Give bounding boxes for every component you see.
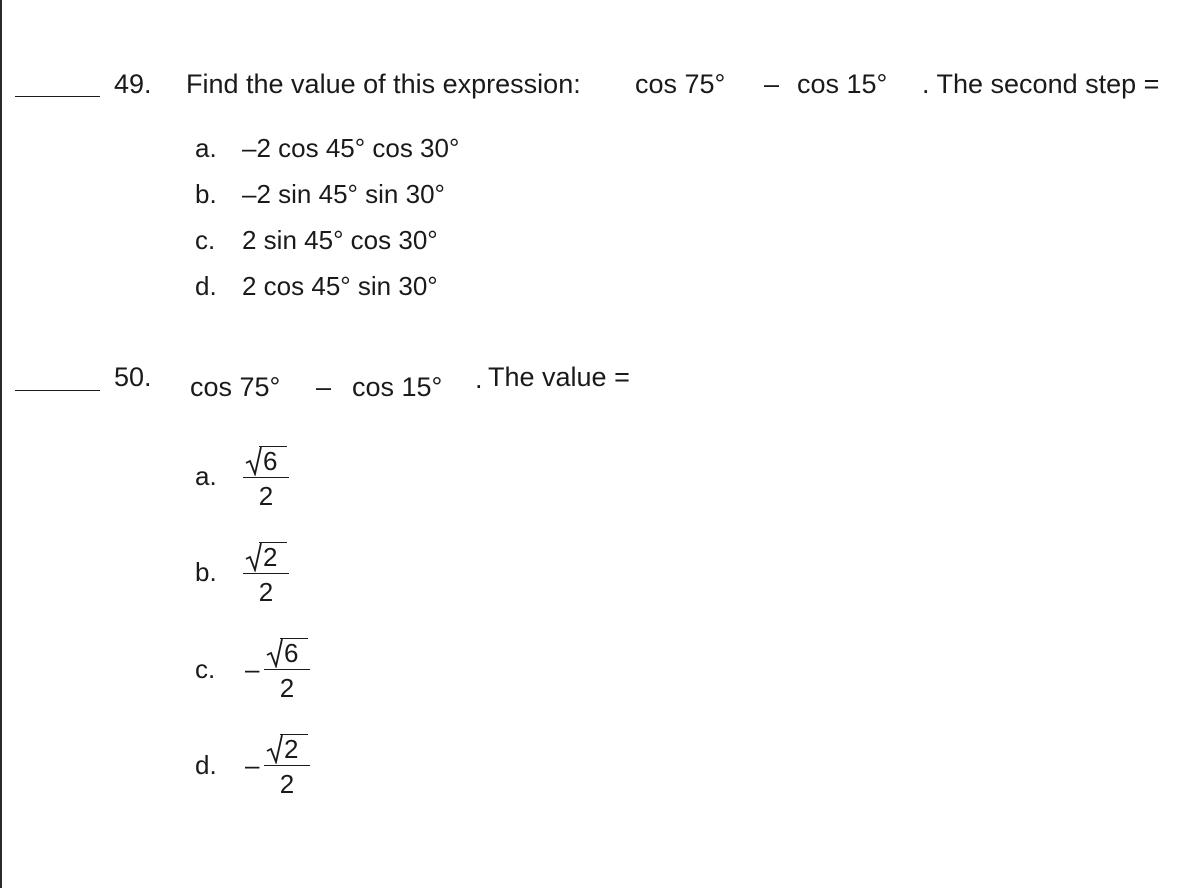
square-root-icon: [266, 734, 284, 764]
option-letter-50-d: d.: [195, 750, 217, 780]
fraction-50-c: [264, 636, 310, 706]
option-letter-50-b: b.: [195, 557, 217, 587]
question-number-49: 49.: [114, 69, 152, 99]
question-prompt-49: Find the value of this expression:: [186, 69, 581, 99]
option-text-49-c: 2 sin 45° cos 30°: [242, 225, 438, 255]
fraction-numerator: [264, 636, 310, 668]
option-text-49-d: 2 cos 45° sin 30°: [242, 271, 438, 301]
fraction-bar: [264, 765, 310, 766]
option-text-49-b: –2 sin 45° sin 30°: [242, 179, 445, 209]
fraction-numerator: [264, 732, 310, 764]
question-tail-50: The value =: [488, 362, 630, 392]
fraction-bar: [264, 669, 310, 670]
question-number-50: 50.: [114, 362, 152, 392]
fraction-denominator: 2: [258, 577, 274, 607]
question-tail-49: . The second step =: [922, 69, 1160, 99]
expression-right-50: cos 15°: [352, 372, 443, 402]
radicand: 2: [263, 542, 278, 572]
expression-right-49: cos 15°: [797, 69, 888, 99]
negative-sign-50-c: –: [245, 654, 260, 684]
option-letter-49-c: c.: [195, 225, 216, 255]
square-root-icon: [245, 542, 263, 572]
answer-blank-50[interactable]: [15, 390, 100, 391]
fraction-bar: [243, 477, 289, 478]
fraction-50-d: [264, 732, 310, 802]
negative-sign-50-d: –: [245, 750, 260, 780]
option-text-49-a: –2 cos 45° cos 30°: [242, 133, 460, 163]
radicand: 6: [263, 446, 278, 476]
square-root-icon: [266, 638, 284, 668]
expression-left-49: cos 75°: [635, 69, 726, 99]
page-left-border: [0, 0, 2, 888]
answer-blank-49[interactable]: [15, 96, 100, 97]
radicand: 2: [284, 734, 299, 764]
square-root-icon: [245, 446, 263, 476]
expression-dot-50: .: [475, 364, 483, 394]
fraction-50-a: [243, 444, 289, 514]
option-letter-49-d: d.: [195, 271, 217, 301]
option-letter-50-a: a.: [195, 461, 217, 491]
fraction-denominator: 2: [279, 673, 295, 703]
option-letter-49-a: a.: [195, 133, 217, 163]
expression-minus-50: –: [316, 372, 332, 402]
fraction-denominator: 2: [258, 481, 274, 511]
expression-left-50: cos 75°: [190, 372, 281, 402]
option-letter-49-b: b.: [195, 179, 217, 209]
option-letter-50-c: c.: [195, 654, 216, 684]
expression-minus-49: –: [764, 69, 780, 99]
fraction-50-b: [243, 540, 289, 610]
fraction-denominator: 2: [279, 769, 295, 799]
fraction-bar: [243, 573, 289, 574]
fraction-numerator: [243, 444, 289, 476]
radicand: 6: [284, 638, 299, 668]
fraction-numerator: [243, 540, 289, 572]
